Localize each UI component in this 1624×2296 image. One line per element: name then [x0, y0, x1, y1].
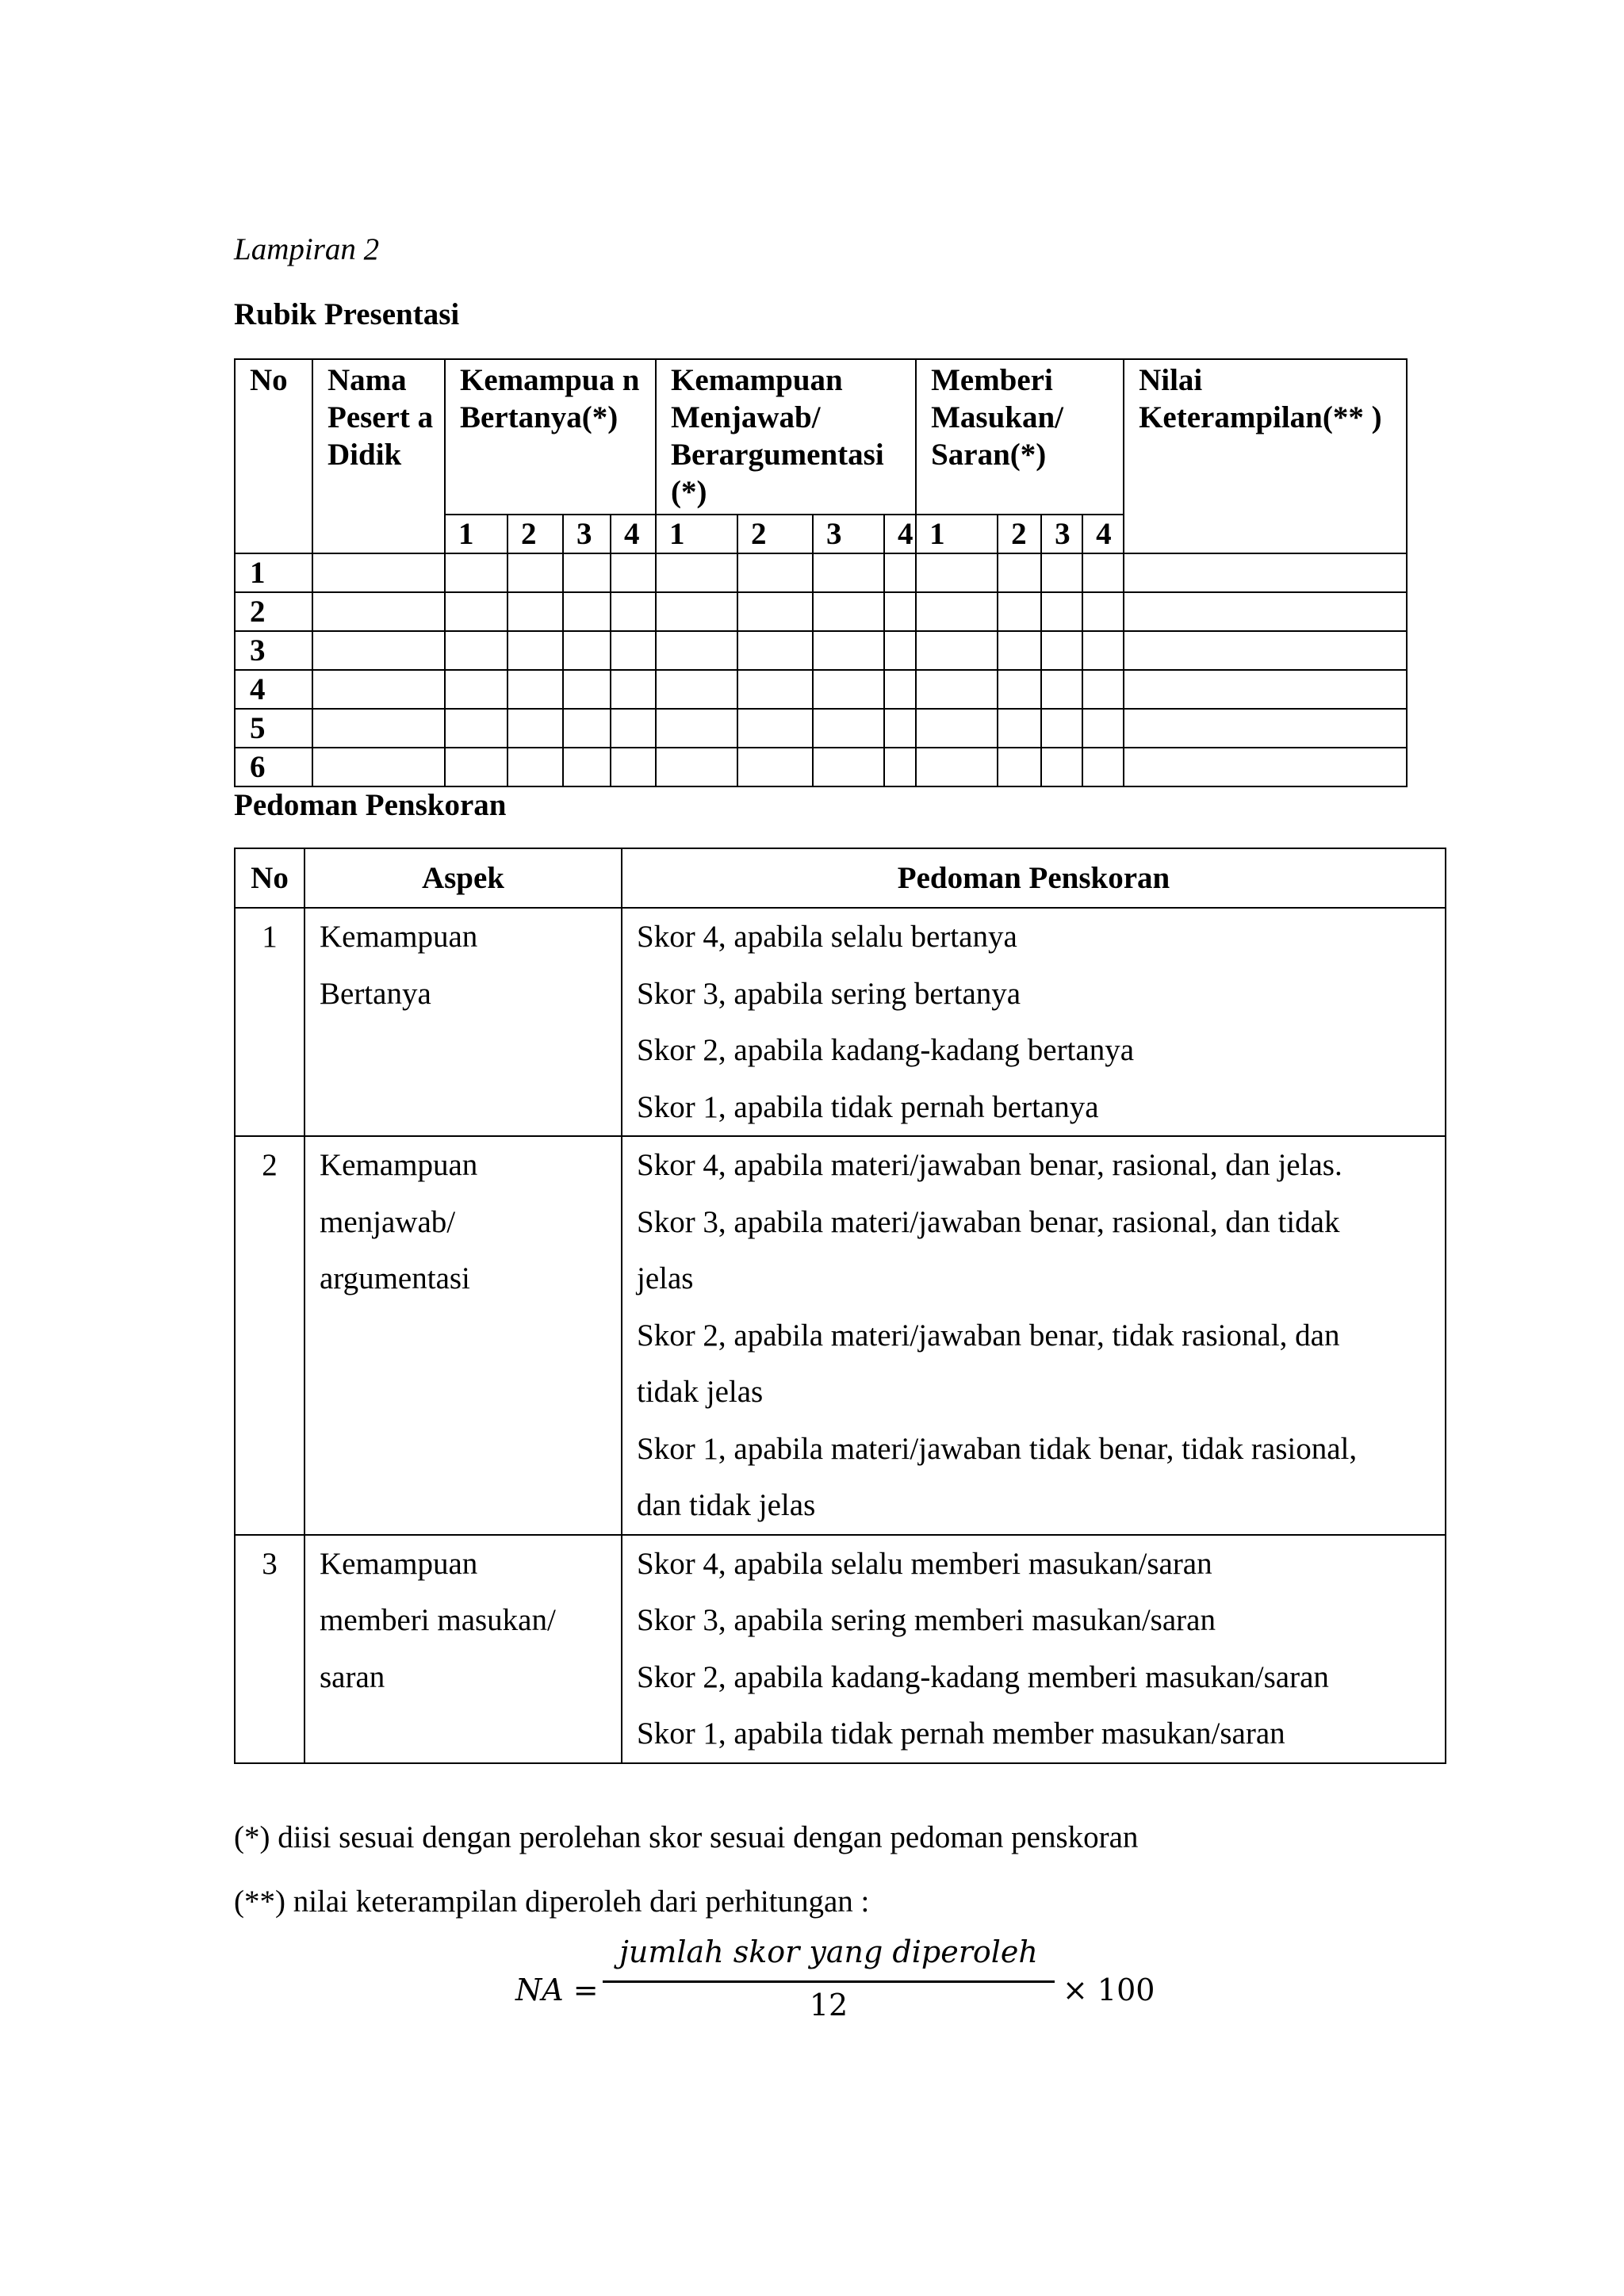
guide-rule-line: Skor 4, apabila materi/jawaban benar, rasional, dan jelas.: [637, 1148, 1342, 1182]
rubric-row-number: 4: [235, 670, 312, 709]
rubric-entry-cell[interactable]: [445, 631, 508, 670]
rubric-entry-cell[interactable]: [656, 631, 737, 670]
rubric-entry-cell[interactable]: [737, 553, 813, 592]
guide-aspect-cell: [304, 1535, 622, 1763]
rubric-entry-cell[interactable]: [998, 631, 1041, 670]
guide-header-guideline: Pedoman Penskoran: [622, 848, 1446, 908]
guide-rules-cell: [622, 1535, 1446, 1763]
rubric-entry-cell[interactable]: [737, 592, 813, 631]
rubric-entry-cell[interactable]: [563, 670, 611, 709]
rubric-entry-cell[interactable]: [998, 709, 1041, 748]
guide-rule-line: Skor 3, apabila sering bertanya: [637, 976, 1021, 1011]
rubric-score-header: 2: [998, 515, 1041, 553]
guide-aspect-line: menjawab/: [320, 1204, 456, 1239]
formula-lhs: NA =: [515, 1973, 599, 2007]
rubric-entry-cell[interactable]: [884, 592, 916, 631]
fraction-bar: [603, 1980, 1055, 1983]
rubric-entry-cell[interactable]: [563, 748, 611, 786]
guide-title: Pedoman Penskoran: [234, 788, 507, 822]
rubric-entry-cell[interactable]: [445, 553, 508, 592]
rubric-score-header: 4: [884, 515, 916, 553]
rubric-header-skill-score: Nilai Keterampilan(** ): [1124, 359, 1407, 553]
rubric-row: [235, 553, 1407, 592]
rubric-entry-cell[interactable]: [445, 592, 508, 631]
guide-aspect-line: Kemampuan: [320, 1546, 478, 1581]
guide-row-number: 1: [235, 908, 304, 1136]
rubric-entry-cell[interactable]: [563, 553, 611, 592]
guide-row: [235, 908, 1446, 1136]
rubric-entry-cell[interactable]: [998, 553, 1041, 592]
rubric-title: Rubik Presentasi: [234, 297, 460, 331]
rubric-entry-cell[interactable]: [312, 592, 445, 631]
rubric-row-number: 5: [235, 709, 312, 748]
guide-rule-line: tidak jelas: [637, 1375, 764, 1409]
rubric-row-number: 2: [235, 592, 312, 631]
rubric-entry-cell[interactable]: [656, 553, 737, 592]
rubric-score-header: 4: [1082, 515, 1124, 553]
rubric-entry-cell[interactable]: [998, 592, 1041, 631]
rubric-entry-cell[interactable]: [916, 553, 998, 592]
rubric-table: [234, 358, 1408, 787]
rubric-score-header: 3: [563, 515, 611, 553]
rubric-entry-cell[interactable]: [884, 748, 916, 786]
rubric-header-answering: Kemampuan Menjawab/ Berargumentasi (*): [656, 359, 916, 515]
guide-aspect-cell: [304, 1136, 622, 1535]
rubric-score-header: 1: [916, 515, 998, 553]
rubric-entry-cell[interactable]: [611, 592, 656, 631]
guide-rule-line: Skor 4, apabila selalu memberi masukan/saran: [637, 1546, 1212, 1581]
rubric-entry-cell[interactable]: [611, 553, 656, 592]
rubric-entry-cell[interactable]: [508, 592, 563, 631]
rubric-entry-cell[interactable]: [737, 748, 813, 786]
guide-rule-line: Skor 2, apabila kadang-kadang memberi masukan/saran: [637, 1659, 1329, 1694]
rubric-score-header: 1: [445, 515, 508, 553]
rubric-header-suggestion: Memberi Masukan/ Saran(*): [916, 359, 1124, 515]
guide-header-aspect: Aspek: [304, 848, 622, 908]
rubric-row-number: 3: [235, 631, 312, 670]
rubric-entry-cell[interactable]: [884, 553, 916, 592]
guide-rule-line: Skor 2, apabila kadang-kadang bertanya: [637, 1033, 1135, 1067]
rubric-entry-cell[interactable]: [508, 748, 563, 786]
guide-aspect-line: Kemampuan: [320, 1148, 478, 1182]
rubric-entry-cell[interactable]: [312, 631, 445, 670]
rubric-row: [235, 709, 1407, 748]
rubric-row: [235, 631, 1407, 670]
rubric-entry-cell[interactable]: [1124, 748, 1407, 786]
rubric-entry-cell[interactable]: [737, 670, 813, 709]
rubric-header-no: No: [235, 359, 312, 553]
rubric-entry-cell[interactable]: [312, 670, 445, 709]
rubric-entry-cell[interactable]: [884, 709, 916, 748]
guide-rule-line: Skor 4, apabila selalu bertanya: [637, 920, 1017, 954]
guide-row: [235, 1136, 1446, 1535]
formula-denominator: 12: [809, 1988, 848, 2022]
rubric-entry-cell[interactable]: [656, 748, 737, 786]
rubric-entry-cell[interactable]: [813, 553, 884, 592]
guide-rule-line: Skor 3, apabila sering memberi masukan/saran: [637, 1603, 1216, 1637]
rubric-entry-cell[interactable]: [312, 709, 445, 748]
rubric-entry-cell[interactable]: [1082, 631, 1124, 670]
appendix-label: Lampiran 2: [234, 232, 380, 266]
rubric-score-header: 1: [656, 515, 737, 553]
rubric-entry-cell[interactable]: [884, 631, 916, 670]
rubric-entry-cell[interactable]: [1124, 709, 1407, 748]
rubric-entry-cell[interactable]: [813, 670, 884, 709]
rubric-entry-cell[interactable]: [611, 709, 656, 748]
rubric-entry-cell[interactable]: [916, 709, 998, 748]
rubric-entry-cell[interactable]: [1124, 592, 1407, 631]
formula-fraction: [603, 1934, 1055, 2022]
rubric-entry-cell[interactable]: [508, 631, 563, 670]
guide-row-number: 3: [235, 1535, 304, 1763]
guide-aspect-line: argumentasi: [320, 1261, 470, 1295]
rubric-entry-cell[interactable]: [611, 748, 656, 786]
footnote-double-asterisk: (**) nilai keterampilan diperoleh dari perhitungan :: [234, 1885, 870, 1919]
rubric-entry-cell[interactable]: [611, 670, 656, 709]
rubric-entry-cell[interactable]: [998, 670, 1041, 709]
guide-header-no: No: [235, 848, 304, 908]
rubric-score-header: 2: [737, 515, 813, 553]
guide-rule-line: Skor 1, apabila tidak pernah member masukan/saran: [637, 1716, 1285, 1751]
rubric-row: [235, 670, 1407, 709]
scoring-guide-table: [234, 848, 1446, 1764]
rubric-entry-cell[interactable]: [445, 670, 508, 709]
guide-aspect-line: saran: [320, 1659, 385, 1694]
guide-rules-cell: [622, 1136, 1446, 1535]
rubric-entry-cell[interactable]: [1124, 553, 1407, 592]
rubric-score-header: 3: [1041, 515, 1082, 553]
rubric-entry-cell[interactable]: [737, 631, 813, 670]
rubric-header-asking: Kemampua n Bertanya(*): [445, 359, 656, 515]
rubric-entry-cell[interactable]: [813, 748, 884, 786]
rubric-entry-cell[interactable]: [563, 631, 611, 670]
rubric-entry-cell[interactable]: [1041, 553, 1082, 592]
rubric-entry-cell[interactable]: [563, 592, 611, 631]
rubric-header-name: Nama Pesert a Didik: [312, 359, 445, 553]
rubric-entry-cell[interactable]: [916, 670, 998, 709]
rubric-entry-cell[interactable]: [1041, 709, 1082, 748]
rubric-entry-cell[interactable]: [1082, 592, 1124, 631]
guide-row: [235, 1535, 1446, 1763]
formula-rhs: × 100: [1063, 1973, 1155, 2007]
rubric-entry-cell[interactable]: [813, 592, 884, 631]
rubric-entry-cell[interactable]: [1082, 709, 1124, 748]
guide-rule-line: Skor 2, apabila materi/jawaban benar, tidak rasional, dan: [637, 1318, 1340, 1353]
rubric-entry-cell[interactable]: [563, 709, 611, 748]
rubric-entry-cell[interactable]: [656, 670, 737, 709]
rubric-row: [235, 748, 1407, 786]
rubric-entry-cell[interactable]: [1124, 631, 1407, 670]
guide-rule-line: dan tidak jelas: [637, 1488, 816, 1522]
rubric-score-header: 3: [813, 515, 884, 553]
rubric-entry-cell[interactable]: [508, 709, 563, 748]
guide-rule-line: Skor 1, apabila tidak pernah bertanya: [637, 1089, 1099, 1124]
rubric-entry-cell[interactable]: [508, 553, 563, 592]
formula-numerator: jumlah skor yang diperoleh: [619, 1934, 1038, 1969]
guide-rule-line: Skor 1, apabila materi/jawaban tidak benar, tidak rasional,: [637, 1431, 1358, 1466]
rubric-entry-cell[interactable]: [884, 670, 916, 709]
rubric-entry-cell[interactable]: [445, 709, 508, 748]
rubric-entry-cell[interactable]: [916, 592, 998, 631]
rubric-entry-cell[interactable]: [1041, 631, 1082, 670]
rubric-score-header: 2: [508, 515, 563, 553]
rubric-entry-cell[interactable]: [445, 748, 508, 786]
rubric-entry-cell[interactable]: [998, 748, 1041, 786]
guide-aspect-line: Bertanya: [320, 976, 431, 1011]
rubric-entry-cell[interactable]: [1041, 592, 1082, 631]
rubric-entry-cell[interactable]: [916, 748, 998, 786]
guide-rule-line: jelas: [637, 1261, 694, 1295]
guide-rules-cell: [622, 908, 1446, 1136]
rubric-entry-cell[interactable]: [1124, 670, 1407, 709]
guide-row-number: 2: [235, 1136, 304, 1535]
rubric-row-number: 1: [235, 553, 312, 592]
rubric-entry-cell[interactable]: [1041, 748, 1082, 786]
rubric-row: [235, 592, 1407, 631]
rubric-entry-cell[interactable]: [813, 631, 884, 670]
rubric-entry-cell[interactable]: [1082, 553, 1124, 592]
rubric-entry-cell[interactable]: [611, 631, 656, 670]
guide-rule-line: Skor 3, apabila materi/jawaban benar, rasional, dan tidak: [637, 1204, 1340, 1239]
rubric-score-header: 4: [611, 515, 656, 553]
rubric-entry-cell[interactable]: [508, 670, 563, 709]
rubric-entry-cell[interactable]: [312, 553, 445, 592]
guide-aspect-line: memberi masukan/: [320, 1603, 556, 1637]
guide-aspect-cell: [304, 908, 622, 1136]
rubric-row-number: 6: [235, 748, 312, 786]
rubric-entry-cell[interactable]: [656, 592, 737, 631]
guide-aspect-line: Kemampuan: [320, 920, 478, 954]
rubric-entry-cell[interactable]: [813, 709, 884, 748]
rubric-entry-cell[interactable]: [656, 709, 737, 748]
footnote-single-asterisk: (*) diisi sesuai dengan perolehan skor sesuai dengan pedoman penskoran: [234, 1820, 1139, 1854]
rubric-entry-cell[interactable]: [1041, 670, 1082, 709]
rubric-entry-cell[interactable]: [1082, 670, 1124, 709]
rubric-entry-cell[interactable]: [916, 631, 998, 670]
rubric-entry-cell[interactable]: [1082, 748, 1124, 786]
rubric-entry-cell[interactable]: [312, 748, 445, 786]
rubric-entry-cell[interactable]: [737, 709, 813, 748]
